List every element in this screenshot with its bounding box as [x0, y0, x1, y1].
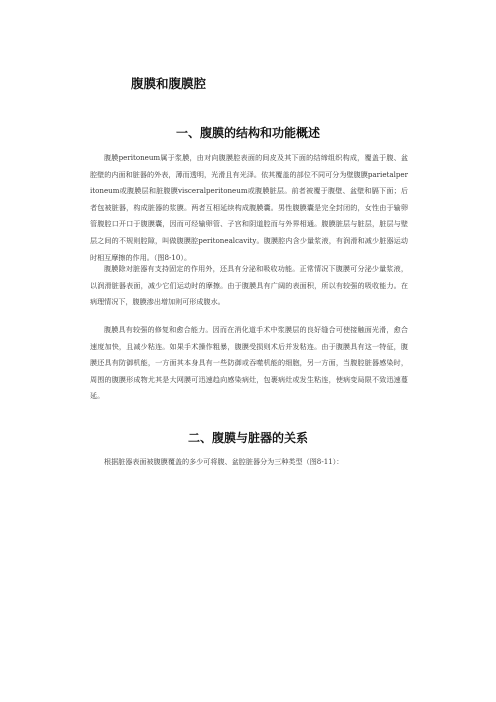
document-title: 腹膜和腹膜腔: [131, 76, 207, 91]
paragraph-peritoneum-repair: 腹膜具有较强的修复和愈合能力。因而在消化道手术中浆膜层的良好缝合可使接触面光滑，愈合速度加快，且减少粘连。如果手术操作粗暴，腹膜受损则术后并发粘连。由于腹膜具有这一特征，腹膜还具有防御机能，一方面其本身具有一些防御或吞噬机能的细胞，另一方面，当腹腔脏器感染时，周围的腹膜形成物尤其是大网膜可迅速趋向感染病灶，包裹病灶或发生粘连，使病变局限不致迅速蔓延。: [90, 325, 408, 401]
paragraph-organ-classification: 根据脏器表面被腹膜覆盖的多少可将腹、盆腔脏器分为三种类型（图8-11）：: [104, 457, 344, 466]
section-heading-structure-function: 一、腹膜的结构和功能概述: [175, 126, 320, 140]
paragraph-peritoneum-secretion: 腹膜除对脏器有支持固定的作用外，还具有分泌和吸收功能。正常情况下腹膜可分泌少量浆液，以润滑脏器表面，减少它们运动时的摩擦。由于腹膜具有广阔的表面积，所以有较强的吸收能力。在病理情况下，腹膜渗出增加则可形成腹水。: [90, 264, 408, 307]
section-heading-organ-relation: 二、腹膜与脏器的关系: [187, 431, 308, 445]
paragraph-peritoneum-definition: 腹膜peritoneum属于浆膜，由对向腹膜腔表面的间皮及其下面的结缔组织构成，覆盖于腹、盆腔壁的内面和脏器的外表，薄而透明，光滑且有光泽。依其覆盖的部位不同可分为壁腹膜parietalperitoneum或腹膜层和脏腹膜visceralperitoneum或腹膜脏层。前者被覆于腹壁、盆壁和膈下面；后者包被脏器，构成脏器的浆膜。两者互相延续构成腹膜囊。男性腹膜囊是完全封闭的，女性由于输卵管腹腔口开口于腹膜囊，因而可经输卵管、子宫和阴道腔而与外界相通。腹膜脏层与脏层，脏层与壁层之间的不规则腔隙，叫做腹膜腔peritonealcavity。腹膜腔内含少量浆液，有润滑和减少脏器运动时相互摩擦的作用。（图8-10）。: [90, 153, 408, 262]
